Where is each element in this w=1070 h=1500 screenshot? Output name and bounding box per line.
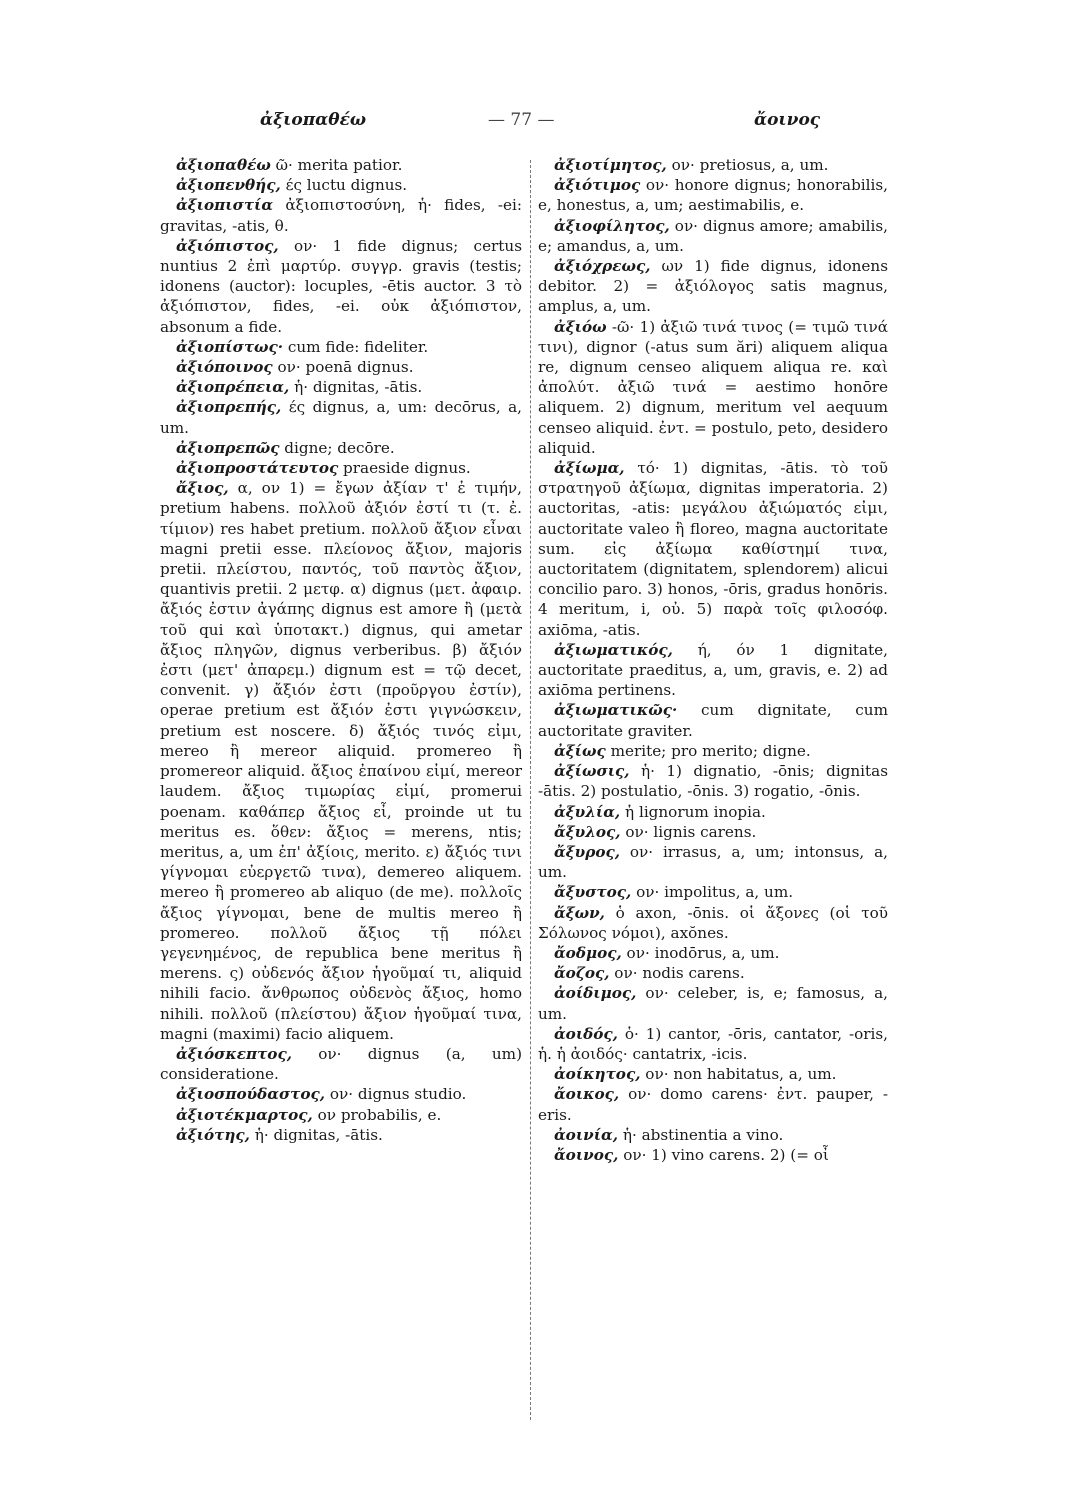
- dictionary-entry: [538, 1064, 888, 1084]
- entry-definition: ἡ· dignitas, -ātis.: [289, 378, 423, 397]
- dictionary-entry: [538, 761, 888, 801]
- entry-headword: ἀξιοπίστως·: [176, 337, 284, 356]
- entry-headword: ἄξιος,: [176, 479, 229, 498]
- dictionary-entry: [538, 1145, 888, 1165]
- dictionary-entry: [538, 741, 888, 761]
- dictionary-entry: [538, 317, 888, 458]
- entry-definition: merite; pro merito; digne.: [605, 741, 811, 760]
- entry-headword: ἀξιόσκεπτος,: [176, 1044, 292, 1063]
- dictionary-entry: [538, 155, 888, 175]
- entry-definition: ον· poenā dignus.: [272, 358, 414, 377]
- entry-headword: ἀοίδιμος,: [554, 984, 637, 1003]
- entry-definition: ἡ· abstinentia a vino.: [618, 1125, 784, 1144]
- entry-headword: ἀξιοφίλητος,: [554, 216, 670, 235]
- dictionary-entry: [160, 397, 522, 437]
- entry-definition: ὁ axon, -ōnis. οἱ ἄξονες (οἱ τοῦ Σόλωνος νόμοι), axŏnes.: [538, 903, 888, 942]
- dictionary-entry: [538, 903, 888, 943]
- dictionary-entry: [160, 377, 522, 397]
- entry-headword: ἀξιόχρεως,: [554, 257, 651, 276]
- entry-headword: ἀξιοπαθέω: [176, 156, 271, 174]
- entry-definition: digne; decōre.: [279, 438, 395, 457]
- entry-definition: ον probabilis, e.: [312, 1105, 442, 1124]
- header-right-guide-word: ἄοινος: [754, 110, 821, 130]
- dictionary-entry: [160, 1125, 522, 1145]
- entry-headword: ἀοιδός,: [554, 1024, 618, 1043]
- dictionary-entry: [160, 458, 522, 478]
- entry-definition: ον· pretiosus, a, um.: [666, 156, 829, 174]
- right-column: [538, 155, 888, 1165]
- entry-headword: ἀξιοτέκμαρτος,: [176, 1105, 313, 1124]
- dictionary-entry: [538, 842, 888, 882]
- page-number: — 77 —: [488, 110, 555, 130]
- dictionary-entry: [538, 822, 888, 842]
- entry-definition: ον· irrasus, a, um; intonsus, a, um.: [538, 842, 888, 882]
- entry-definition: ἡ· 1) dignatio, -ōnis; dignitas -ātis. 2) postulatio, -ōnis. 3) rogatio, -ōnis.: [538, 762, 888, 801]
- entry-headword: ἄοινος,: [554, 1145, 619, 1164]
- left-column: [160, 155, 522, 1145]
- entry-definition: ον· impolitus, a, um.: [631, 883, 794, 902]
- entry-headword: ἀξιόποινος: [176, 358, 273, 377]
- dictionary-entry: [160, 155, 522, 175]
- dictionary-entry: [538, 963, 888, 983]
- entry-headword: ἀοίκητος,: [554, 1065, 641, 1084]
- dictionary-entry: [538, 1125, 888, 1145]
- column-divider: [530, 160, 531, 1420]
- entry-definition: ἀξιοπιστοσύνη, ἡ· fides, -ei: gravitas, -atis, θ.: [160, 196, 522, 235]
- dictionary-entry: [160, 1084, 522, 1104]
- entry-definition: ον· celeber, is, e; famosus, a, um.: [538, 984, 888, 1023]
- entry-headword: ἀξιοπρεπῶς: [176, 438, 280, 457]
- dictionary-entry: [538, 175, 888, 215]
- dictionary-entry: [160, 357, 522, 377]
- entry-headword: ἄξυρος,: [554, 842, 620, 861]
- entry-definition: ον· nodis carens.: [609, 964, 745, 983]
- entry-definition: ον· 1 fide dignus; certus nuntius 2 ἐπὶ μαρτύρ. συγγρ. gravis (testis; idonens (auctor): locuples, -ētis auctor. 3 τὸ ἀξιόπιστον, fides, -ei. οὐκ ἀξιόπιστον, absonum a fide.: [160, 236, 522, 336]
- entry-headword: ἄξυστος,: [554, 883, 632, 902]
- entry-definition: ον· non habitatus, a, um.: [640, 1065, 837, 1084]
- entry-definition: ον· dignus studio.: [325, 1085, 467, 1104]
- entry-headword: ἀξιοτίμητος,: [554, 156, 667, 174]
- entry-definition: ον· domo carens· ἐντ. pauper, -eris.: [538, 1085, 888, 1124]
- dictionary-entry: [538, 943, 888, 963]
- entry-definition: α, ον 1) = ἔγων ἀξίαν τ' ἐ τιμήν, pretium habens. πολλοῦ ἀξιόν ἐστί τι (τ. ἐ. τίμιον) res habet pretium. πολλοῦ ἄξιον εἶναι magni pretii esse. πλείονος ἄξιον, majoris pretii. πλείστου, παντός, τοῦ παντὸς ἄξιον, quantivis pretii. 2 μετφ. α) dignus (μετ. ἀφαιρ. ἄξιός ἐστιν ἀγάπης dignus est amore ἢ (μετὰ τοῦ qui καὶ ὑποτακτ.) dignus, qui ametar ἄξιος πληγῶν, dignus verberibus. β) ἄξιόν ἐστι (μετ' ἀπαρεμ.) dignum est = τῷ decet, convenit. γ) ἄξιόν ἐστι (προῦργου ἐστίν), operae pretium est ἄξιόν ἐστι γιγνώσκειν, pretium est noscere. δ) ἄξιός τινός εἰμι, mereo ἢ mereor aliquid. promereo ἢ promereor aliquid. ἄξιος ἐπαίνου εἰμί, mereor laudem. ἄξιος τιμωρίας εἰμί, promerui poenam. καθάπερ ἄξιος εἶ, proinde ut tu meritus es. ὅθεν: ἄξιος = merens, ntis; meritus, a, um ἐπ' ἀξίοις, merito. ε) ἄξιός τινι γίγνομαι εὐεργετῶ τινα), demereo aliquem. mereo ἢ promereo ab aliquo (de me). πολλοῖς ἄξιος γίγνομαι, bene de multis mereo ἢ promereo. πολλοῦ ἄξιος τῇ πόλει γεγενημένος, de republica bene meritus ἢ merens. ς) οὐδενός ἄξιον ἡγοῦμαί τι, aliquid nihili facio. ἄνθρωπος οὐδενὸς ἄξιος, homo nihili. πολλοῦ (πλείστου) ἄξιον ἡγοῦμαί τινα, magni (maximi) facio aliquem.: [160, 479, 522, 1043]
- page-header: [158, 108, 948, 142]
- entry-headword: ἀξιοπρεπής,: [176, 398, 282, 417]
- dictionary-entry: [160, 1044, 522, 1084]
- dictionary-entry: [538, 256, 888, 317]
- dictionary-entry: [538, 1084, 888, 1124]
- entry-definition: ον· dignus (a, um) consideratione.: [160, 1044, 522, 1084]
- entry-headword: ἀξιωματικῶς·: [554, 701, 678, 720]
- entry-headword: ἄοζος,: [554, 964, 610, 983]
- dictionary-entry: [160, 478, 522, 1044]
- entry-headword: ἀξιωματικός,: [554, 640, 673, 659]
- header-left-guide-word: ἀξιοπαθέω: [260, 110, 367, 130]
- dictionary-entry: [160, 175, 522, 195]
- entry-definition: ῶ· merita patior.: [270, 156, 403, 174]
- entry-definition: cum fide: fideliter.: [283, 337, 429, 356]
- dictionary-entry: [538, 700, 888, 740]
- entry-headword: ἀξιοπιστία: [176, 196, 274, 215]
- entry-definition: ον· 1) vino carens. 2) (= οἶ: [618, 1145, 829, 1164]
- dictionary-entry: [160, 337, 522, 357]
- dictionary-entry: [538, 983, 888, 1023]
- entry-headword: ἀξιοπενθής,: [176, 176, 281, 195]
- entry-definition: ον· dignus amore; amabilis, e; amandus, a, um.: [538, 216, 888, 255]
- dictionary-entry: [538, 802, 888, 822]
- entry-definition: ές luctu dignus.: [280, 176, 408, 195]
- entry-definition: cum dignitate, cum auctoritate graviter.: [538, 701, 888, 740]
- dictionary-entry: [160, 438, 522, 458]
- entry-definition: ές dignus, a, um: decōrus, a, um.: [160, 398, 522, 437]
- entry-definition: ἡ lignorum inopia.: [620, 802, 766, 821]
- dictionary-entry: [160, 195, 522, 235]
- entry-headword: ἀξιοπροστάτευτος: [176, 459, 339, 478]
- entry-headword: ἀξιοπρέπεια,: [176, 378, 290, 397]
- dictionary-entry: [538, 216, 888, 256]
- entry-definition: -ῶ· 1) ἀξιῶ τινά τινος (= τιμῶ τινά τινι), dignor (-atus sum ări) aliquem aliqua re, dignum censeo aliquem aliqua re. καὶ ἀπολύτ. ἀξιῶ τινά = aestimo honōre aliquem. 2) dignum, meritum vel aequum censeo aliquid. ἐντ. = postulo, peto, desidero aliquid.: [538, 317, 888, 457]
- entry-headword: ἀξιότης,: [176, 1125, 250, 1144]
- entry-definition: ον· lignis carens.: [620, 822, 757, 841]
- entry-definition: ὁ· 1) cantor, -ōris, cantator, -oris, ἡ. ἡ ἀοιδός· cantatrix, -icis.: [538, 1024, 888, 1063]
- entry-definition: ον· inodōrus, a, um.: [621, 943, 780, 962]
- dictionary-entry: [160, 1105, 522, 1125]
- entry-headword: ἀξιοσπούδαστος,: [176, 1085, 326, 1104]
- entry-headword: ἀξιόπιστος,: [176, 236, 279, 255]
- dictionary-entry: [538, 640, 888, 701]
- entry-headword: ἀξιόω: [554, 317, 607, 336]
- dictionary-entry: [538, 882, 888, 902]
- entry-headword: ἄοδμος,: [554, 943, 622, 962]
- entry-definition: ον· honore dignus; honorabilis, e, honestus, a, um; aestimabilis, e.: [538, 176, 888, 215]
- dictionary-entry: [538, 1024, 888, 1064]
- entry-definition: ων 1) fide dignus, idonens debitor. 2) = ἀξιόλογος satis magnus, amplus, a, um.: [538, 257, 888, 316]
- entry-definition: τό· 1) dignitas, -ātis. τὸ τοῦ στρατηγοῦ ἀξίωμα, dignitas imperatoria. 2) auctoritas, -atis: μεγάλου ἀξιώματός εἰμι, auctoritate valeo ἢ floreo, magna auctoritate sum. εἰς ἀξίωμα καθίστημί τινα, auctoritatem (dignitatem, splendorem) alicui concilio paro. 3) honos, -ōris, gradus honōris. 4 meritum, i, οὐ. 5) παρὰ τοῖς φιλοσόφ. axiōma, -atis.: [538, 459, 888, 639]
- dictionary-entry: [538, 458, 888, 640]
- dictionary-entry: [160, 236, 522, 337]
- entry-headword: ἀξίως: [554, 741, 606, 760]
- entry-headword: ἀοινία,: [554, 1125, 619, 1144]
- entry-headword: ἀξίωσις,: [554, 762, 630, 781]
- entry-headword: ἄξων,: [554, 903, 605, 922]
- entry-headword: ἄοικος,: [554, 1085, 620, 1104]
- entry-definition: ἡ· dignitas, -ātis.: [249, 1125, 383, 1144]
- entry-headword: ἀξιότιμος: [554, 176, 641, 195]
- entry-headword: ἄξυλος,: [554, 822, 621, 841]
- entry-headword: ἀξίωμα,: [554, 459, 625, 478]
- entry-definition: ή, όν 1 dignitate, auctoritate praeditus, a, um, gravis, e. 2) ad axiōma pertinens.: [538, 640, 888, 700]
- entry-definition: praeside dignus.: [338, 459, 471, 478]
- entry-headword: ἀξυλία,: [554, 802, 621, 821]
